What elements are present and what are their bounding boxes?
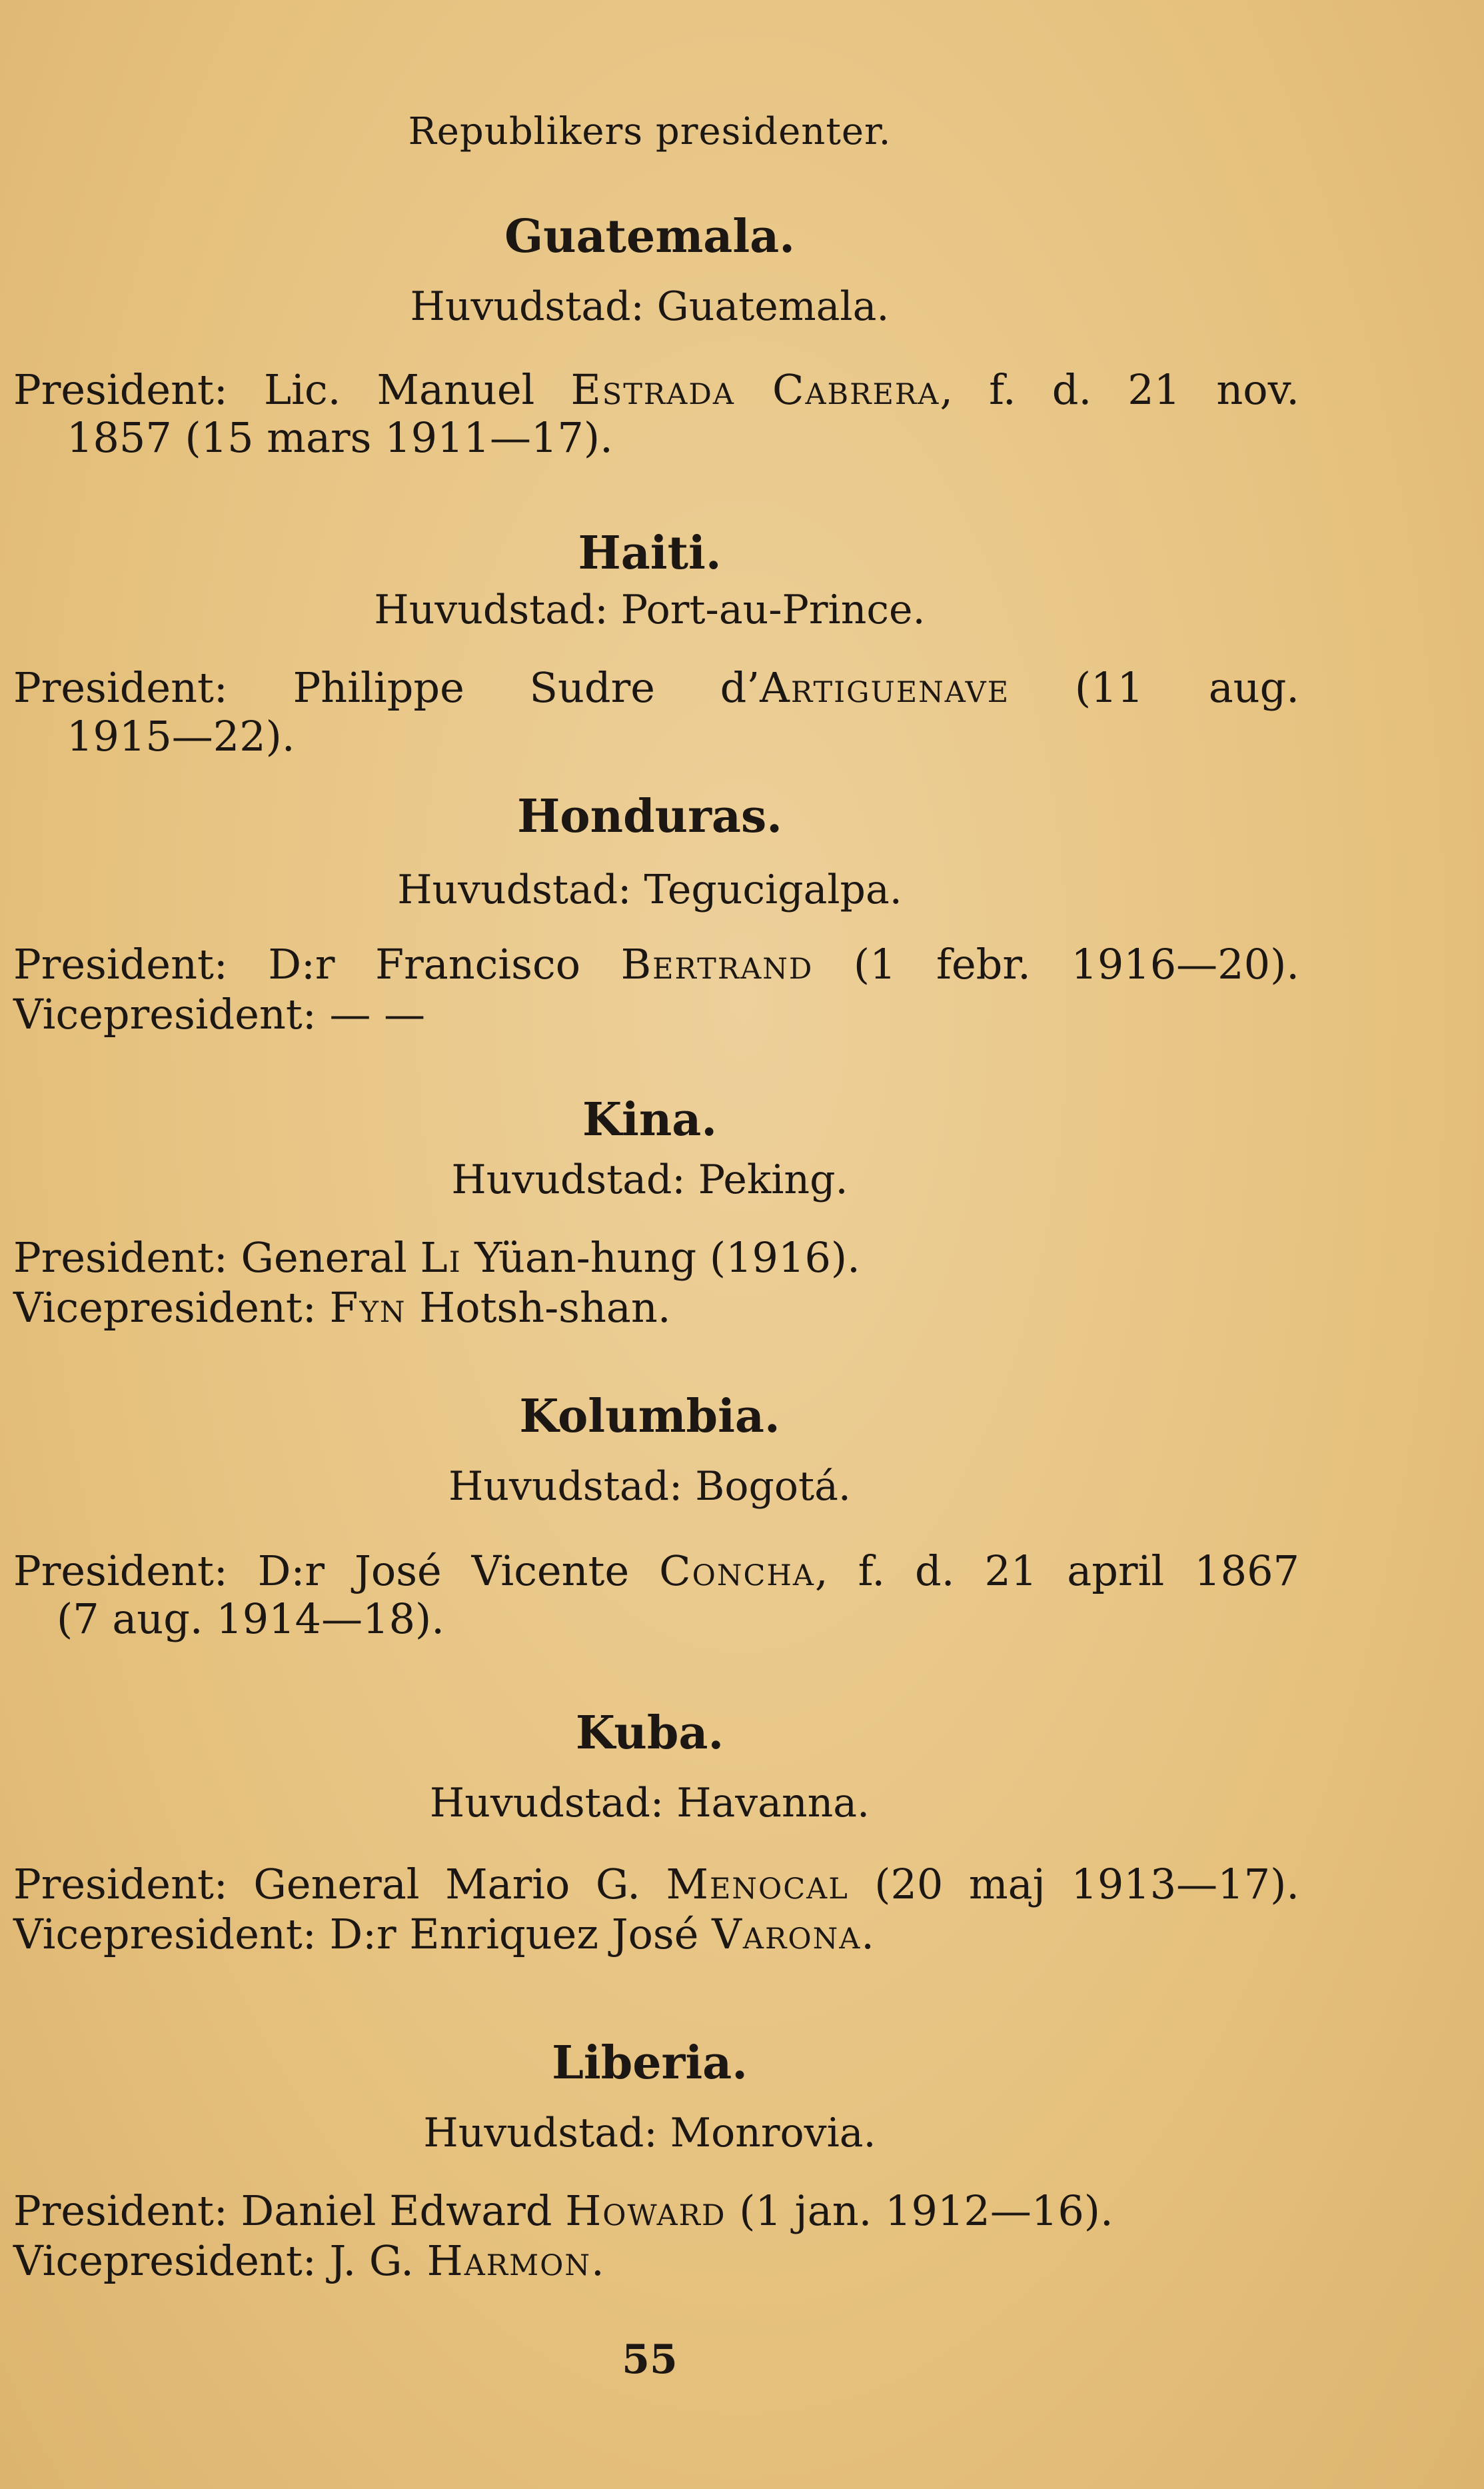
president-line [13, 1860, 1299, 1909]
person-surname: Fyn [329, 1283, 406, 1332]
person-details: Yüan-hung (1916). [461, 1233, 860, 1282]
person-surname: Harmon [426, 2236, 592, 2285]
country-heading-kuba: Kuba. [575, 1706, 724, 1760]
country-heading-kina: Kina. [582, 1093, 718, 1147]
person-details: , f. d. 21 nov. [940, 365, 1299, 414]
person-details: . [591, 2236, 604, 2285]
person-given: D:r Enriquez José [329, 1910, 699, 1958]
president-line [13, 1546, 1299, 1596]
person-surname: Concha [659, 1546, 815, 1595]
role-label: Vicepresident: [13, 2236, 317, 2285]
role-label: President: [13, 1860, 228, 1908]
person-given: D:r José Vicente [257, 1546, 630, 1595]
continuation-line: 1857 (15 mars 1911—17). [67, 413, 613, 462]
role-label: President: [13, 663, 228, 712]
country-heading-guatemala: Guatemala. [504, 210, 795, 263]
person-surname: Varona [712, 1910, 862, 1958]
continuation-line: 1915—22). [67, 712, 295, 761]
role-label: President: [13, 1546, 228, 1595]
capital-guatemala: Huvudstad: Guatemala. [410, 283, 890, 330]
person-surname: Artiguenave [760, 663, 1010, 712]
role-label: Vicepresident: [13, 990, 317, 1039]
person-surname: Howard [565, 2186, 726, 2235]
person-details: (20 maj 1913—17). [848, 1860, 1299, 1908]
person-given: D:r Francisco [268, 940, 581, 989]
role-label: President: [13, 940, 228, 989]
vicepresident-line [13, 2236, 1299, 2286]
vicepresident-line [13, 1910, 1299, 1959]
president-line [13, 1233, 1299, 1282]
capital-haiti: Huvudstad: Port-au-Prince. [374, 587, 926, 633]
president-line [13, 365, 1299, 415]
country-heading-haiti: Haiti. [578, 527, 722, 580]
person-details: Hotsh-shan. [406, 1283, 671, 1332]
capital-honduras: Huvudstad: Tegucigalpa. [397, 867, 902, 913]
vicepresident-line [13, 990, 1299, 1039]
person-given: J. G. [329, 2236, 414, 2285]
role-label: President: [13, 2186, 228, 2235]
vicepresident-line [13, 1283, 1299, 1332]
capital-kolumbia: Huvudstad: Bogotá. [448, 1463, 851, 1510]
country-heading-liberia: Liberia. [552, 2036, 748, 2090]
capital-liberia: Huvudstad: Monrovia. [423, 2110, 876, 2156]
country-heading-kolumbia: Kolumbia. [519, 1390, 780, 1443]
capital-kina: Huvudstad: Peking. [451, 1157, 848, 1203]
president-line [13, 663, 1299, 713]
person-details: , f. d. 21 april 1867 [814, 1546, 1299, 1595]
person-given: General Mario G. [253, 1860, 640, 1908]
person-given: Lic. Manuel [263, 365, 535, 414]
person-given: Philippe Sudre d’ [293, 663, 760, 712]
person-details: (1 febr. 1916—20). [813, 940, 1299, 989]
page-number: 55 [622, 2336, 678, 2383]
running-head: Republikers presidenter. [408, 110, 892, 153]
president-line [13, 2186, 1299, 2236]
person-given: General [241, 1233, 407, 1282]
president-line [13, 940, 1299, 989]
person-details: . [861, 1910, 874, 1958]
person-given: Daniel Edward [241, 2186, 552, 2235]
person-surname: Menocal [666, 1860, 849, 1908]
country-heading-honduras: Honduras. [517, 790, 782, 843]
role-label: President: [13, 365, 228, 414]
role-label: President: [13, 1233, 228, 1282]
role-label: Vicepresident: [13, 1910, 317, 1958]
person-details: (1 jan. 1912—16). [726, 2186, 1113, 2235]
person-details: (11 aug. [1010, 663, 1299, 712]
role-label: Vicepresident: [13, 1283, 317, 1332]
person-surname: Bertrand [620, 940, 814, 989]
person-surname: Estrada Cabrera [570, 365, 940, 414]
continuation-line: (7 aug. 1914—18). [57, 1594, 444, 1643]
person-given: — — [329, 990, 426, 1039]
capital-kuba: Huvudstad: Havanna. [429, 1780, 870, 1826]
person-surname: Li [420, 1233, 462, 1282]
